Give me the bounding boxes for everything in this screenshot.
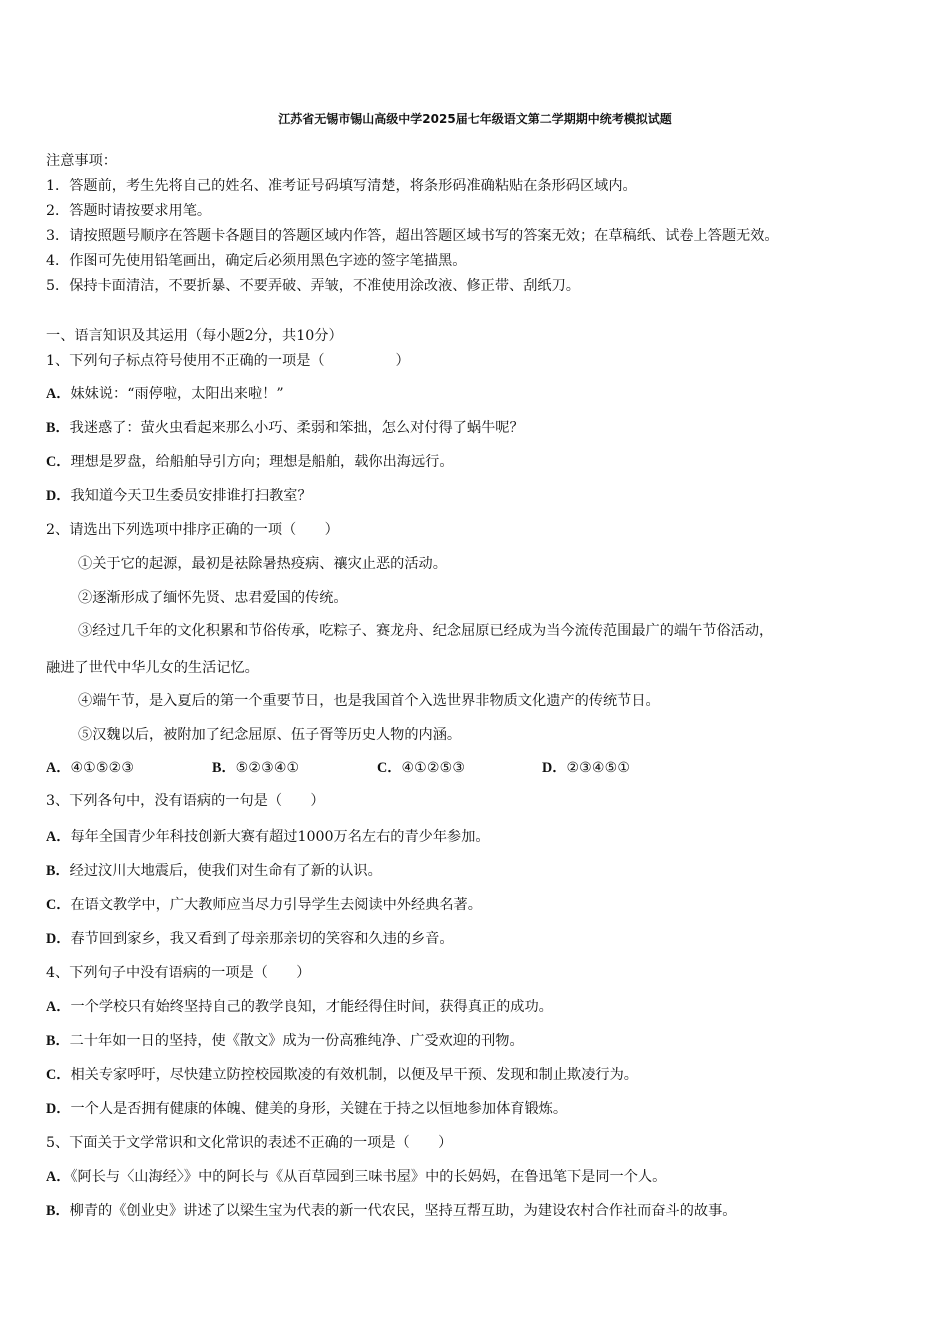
q2-options: [46, 759, 630, 777]
option-text: 每年全国青少年科技创新大赛有超过1000万名左右的青少年参加。: [70, 829, 490, 845]
option-label: A．: [46, 829, 71, 845]
q2-option-b: [212, 759, 377, 777]
option-text: 一个学校只有始终坚持自己的教学良知，才能经得住时间，获得真正的成功。: [70, 999, 553, 1015]
option-label: C．: [46, 454, 71, 470]
q4-option-a: [46, 998, 553, 1016]
question-5-stem: 5、下面关于文学常识和文化常识的表述不正确的一项是（ ）: [46, 1135, 453, 1151]
option-text: 二十年如一日的坚持，使《散文》成为一份高雅纯净、广受欢迎的刊物。: [69, 1033, 524, 1049]
section-heading: 一、语言知识及其运用（每小题2分，共10分）: [46, 328, 343, 344]
q1-option-b: [46, 419, 524, 437]
q2-sentence: ①关于它的起源，最初是祛除暑热疫病、禳灾止恶的活动。: [78, 556, 447, 572]
q2-sentence: ⑤汉魏以后，被附加了纪念屈原、伍子胥等历史人物的内涵。: [78, 727, 462, 743]
q2-sentence: ②逐渐形成了缅怀先贤、忠君爱国的传统。: [78, 590, 348, 606]
option-text: 相关专家呼吁，尽快建立防控校园欺凌的有效机制，以便及早干预、发现和制止欺凌行为。: [70, 1067, 638, 1083]
option-text: 我知道今天卫生委员安排谁打扫教室？: [70, 488, 312, 504]
option-label: A．: [46, 760, 71, 776]
option-text: 一个人是否拥有健康的体魄、健美的身形，关键在于持之以恒地参加体育锻炼。: [70, 1101, 568, 1117]
notice-heading: 注意事项：: [46, 153, 117, 169]
q2-sentence: ④端午节，是入夏后的第一个重要节日，也是我国首个入选世界非物质文化遗产的传统节日。: [78, 693, 660, 709]
option-label: D．: [46, 488, 71, 504]
option-label: A．: [46, 999, 71, 1015]
option-label: D．: [46, 1101, 71, 1117]
q5-option-b: [46, 1202, 736, 1220]
notice-item: 1．答题前，考生先将自己的姓名、准考证号码填写清楚，将条形码准确粘贴在条形码区域内。: [46, 178, 637, 194]
option-text: 经过汶川大地震后，使我们对生命有了新的认识。: [69, 863, 382, 879]
q3-option-c: [46, 896, 482, 914]
option-label: B．: [212, 760, 236, 776]
q3-option-b: [46, 862, 382, 880]
q4-option-c: [46, 1066, 638, 1084]
notice-item: 3．请按照题号顺序在答题卡各题目的答题区域内作答，超出答题区域书写的答案无效；在草稿纸、试卷上答题无效。: [46, 228, 779, 244]
q3-option-a: [46, 828, 490, 846]
option-text: ④①⑤②③: [70, 760, 135, 776]
question-3-stem: 3、下列各句中，没有语病的一句是（ ）: [46, 793, 325, 809]
q3-option-d: [46, 930, 454, 948]
option-label: B．: [46, 1033, 70, 1049]
option-text: 理想是罗盘，给船舶导引方向；理想是船舶，载你出海远行。: [70, 454, 454, 470]
option-label: D．: [46, 931, 71, 947]
option-text: 柳青的《创业史》讲述了以梁生宝为代表的新一代农民，坚持互帮互助，为建设农村合作社而奋斗的故事。: [69, 1203, 737, 1219]
q2-option-c: [377, 759, 542, 777]
notice-item: 4．作图可先使用铅笔画出，确定后必须用黑色字迹的签字笔描黑。: [46, 253, 467, 269]
q5-option-a: [46, 1168, 666, 1186]
option-text: ②③④⑤①: [566, 760, 631, 776]
q2-option-a: [46, 759, 212, 777]
option-label: B．: [46, 863, 70, 879]
option-text: ⑤②③④①: [235, 760, 300, 776]
option-label: B．: [46, 420, 70, 436]
option-label: C．: [377, 760, 402, 776]
option-label: C．: [46, 897, 71, 913]
notice-item: 2．答题时请按要求用笔。: [46, 203, 212, 219]
option-text: ④①②⑤③: [401, 760, 466, 776]
question-4-stem: 4、下列句子中没有语病的一项是（ ）: [46, 965, 311, 981]
q2-sentence: ③经过几千年的文化积累和节俗传承，吃粽子、赛龙舟、纪念屈原已经成为当今流传范围最广的端午节俗活动，: [78, 623, 774, 639]
q2-sentence-continued: 融进了世代中华儿女的生活记忆。: [46, 660, 259, 676]
q4-option-d: [46, 1100, 567, 1118]
option-text: 妹妹说：“雨停啦，太阳出来啦！”: [70, 386, 284, 402]
question-2-stem: 2、请选出下列选项中排序正确的一项（ ）: [46, 522, 339, 538]
option-label: C．: [46, 1067, 71, 1083]
option-text: 春节回到家乡，我又看到了母亲那亲切的笑容和久违的乡音。: [70, 931, 454, 947]
q4-option-b: [46, 1032, 524, 1050]
option-label: D．: [542, 760, 567, 776]
q2-option-d: [542, 759, 630, 777]
q1-option-a: [46, 385, 284, 403]
option-text: 《阿长与〈山海经〉》中的阿长与《从百草园到三味书屋》中的长妈妈，在鲁迅笔下是同一个人。: [70, 1169, 667, 1185]
option-label: A．: [46, 386, 71, 402]
option-text: 我迷惑了：萤火虫看起来那么小巧、柔弱和笨拙，怎么对付得了蜗牛呢？: [69, 420, 524, 436]
q1-option-d: [46, 487, 312, 505]
q1-option-c: [46, 453, 454, 471]
option-label: B．: [46, 1203, 70, 1219]
notice-item: 5．保持卡面清洁，不要折暴、不要弄破、弄皱，不准使用涂改液、修正带、刮纸刀。: [46, 278, 580, 294]
page-title: 江苏省无锡市锡山高级中学2025届七年级语文第二学期期中统考模拟试题: [278, 112, 672, 126]
option-text: 在语文教学中，广大教师应当尽力引导学生去阅读中外经典名著。: [70, 897, 482, 913]
option-label: A．: [46, 1169, 71, 1185]
question-1-stem: 1、下列句子标点符号使用不正确的一项是（ ）: [46, 353, 410, 369]
